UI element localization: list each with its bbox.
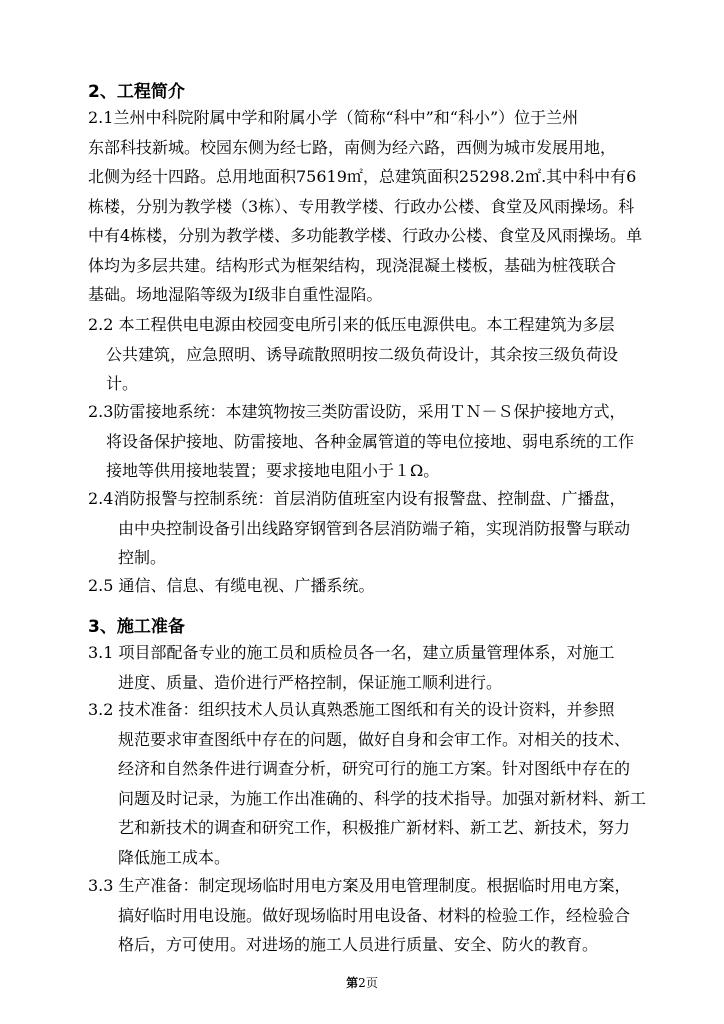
text-line: 2.5 通信、信息、有缆电视、广播系统。 bbox=[88, 576, 375, 595]
text-line: 艺和新技术的调查和研究工作，积极推广新材料、新工艺、新技术，努力 bbox=[118, 818, 631, 837]
paragraph-3-2 bbox=[88, 695, 658, 872]
text-line: 东部科技新城。校园东侧为经七路，南侧为经六路，西侧为城市发展用地， bbox=[88, 137, 617, 157]
text-line: 搞好临时用电设施。做好现场临时用电设备、材料的检验工作，经检验合 bbox=[118, 905, 631, 925]
paragraph-3-1 bbox=[88, 638, 658, 697]
text-line: 降低施工成本。 bbox=[118, 847, 231, 867]
paragraph-2-1 bbox=[88, 103, 658, 310]
text-line: 基础。场地湿陷等级为Ⅰ级非自重性湿陷。 bbox=[88, 285, 383, 304]
text-line: 计。 bbox=[106, 374, 139, 393]
text-line: 3.3 生产准备：制定现场临时用电方案及用电管理制度。根据临时用电方案， bbox=[88, 876, 631, 895]
text-line: 体均为多层共建。结构形式为框架结构，现浇混凝土楼板，基础为桩筏联合 bbox=[88, 255, 617, 275]
text-line: 规范要求审查图纸中存在的问题，做好自身和会审工作。对相关的技术、 bbox=[118, 729, 631, 749]
text-line: 经济和自然条件进行调查分析，研究可行的施工方案。针对图纸中存在的 bbox=[118, 759, 631, 778]
text-line: 控制。 bbox=[118, 548, 167, 567]
text-line: 格后，方可使用。对进场的施工人员进行质量、安全、防火的教育。 bbox=[118, 935, 599, 954]
text-line: 栋楼，分别为教学楼（3栋）、专用教学楼、行政办公楼、食堂及风雨操场。科 bbox=[88, 196, 635, 216]
paragraph-2-2 bbox=[88, 310, 658, 399]
text-line: 问题及时记录，为施工作出准确的、科学的技术指导。加强对新材料、新工 bbox=[118, 788, 647, 808]
text-line: 3.2 技术准备：组织技术人员认真熟悉施工图纸和有关的设计资料，并参照 bbox=[88, 700, 615, 719]
text-line: 接地等供用接地装置；要求接地电阻小于１Ω。 bbox=[106, 461, 440, 480]
text-line: 2.3防雷接地系统：本建筑物按三类防雷设防，采用ＴＮ－Ｓ保护接地方式， bbox=[88, 402, 626, 421]
text-line: 北侧为经十四路。总用地面积75619㎡，总建筑面积25298.2㎡.其中科中有6 bbox=[88, 167, 637, 186]
page-footer bbox=[0, 974, 724, 991]
text-line: 3.1 项目部配备专业的施工员和质检员各一名，建立质量管理体系，对施工 bbox=[88, 643, 615, 662]
text-line: 2.2 本工程供电电源由校园变电所引来的低压电源供电。本工程建筑为多层 bbox=[88, 315, 615, 334]
text-line: 公共建筑，应急照明、诱导疏散照明按二级负荷设计，其余按三级负荷设 bbox=[106, 344, 619, 364]
text-line: 2.1兰州中科院附属中学和附属小学（简称“科中”和“科小”）位于兰州 bbox=[88, 108, 579, 127]
text-line: 将设备保护接地、防雷接地、各种金属管道的等电位接地、弱电系统的工作 bbox=[106, 431, 635, 451]
text-line: 进度、质量、造价进行严格控制，保证施工顺利进行。 bbox=[118, 672, 503, 692]
page-number: 2 bbox=[358, 976, 366, 990]
paragraph-3-3 bbox=[88, 871, 658, 960]
page-suffix: 页 bbox=[365, 976, 378, 990]
paragraph-2-4 bbox=[88, 484, 658, 573]
section-3-heading: 3、施工准备 bbox=[88, 617, 185, 637]
text-line: 由中央控制设备引出线路穿钢管到各层消防端子箱，实现消防报警与联动 bbox=[118, 518, 631, 538]
section-2-heading: 2、工程简介 bbox=[88, 82, 185, 102]
text-line: 2.4消防报警与控制系统：首层消防值班室内设有报警盘、控制盘、广播盘， bbox=[88, 489, 626, 508]
paragraph-2-3 bbox=[88, 397, 658, 486]
text-line: 中有4栋楼，分别为教学楼、多功能教学楼、行政办公楼、食堂及风雨操场。单 bbox=[88, 226, 643, 245]
page-prefix: 第 bbox=[346, 976, 359, 990]
paragraph-2-5 bbox=[88, 571, 658, 601]
